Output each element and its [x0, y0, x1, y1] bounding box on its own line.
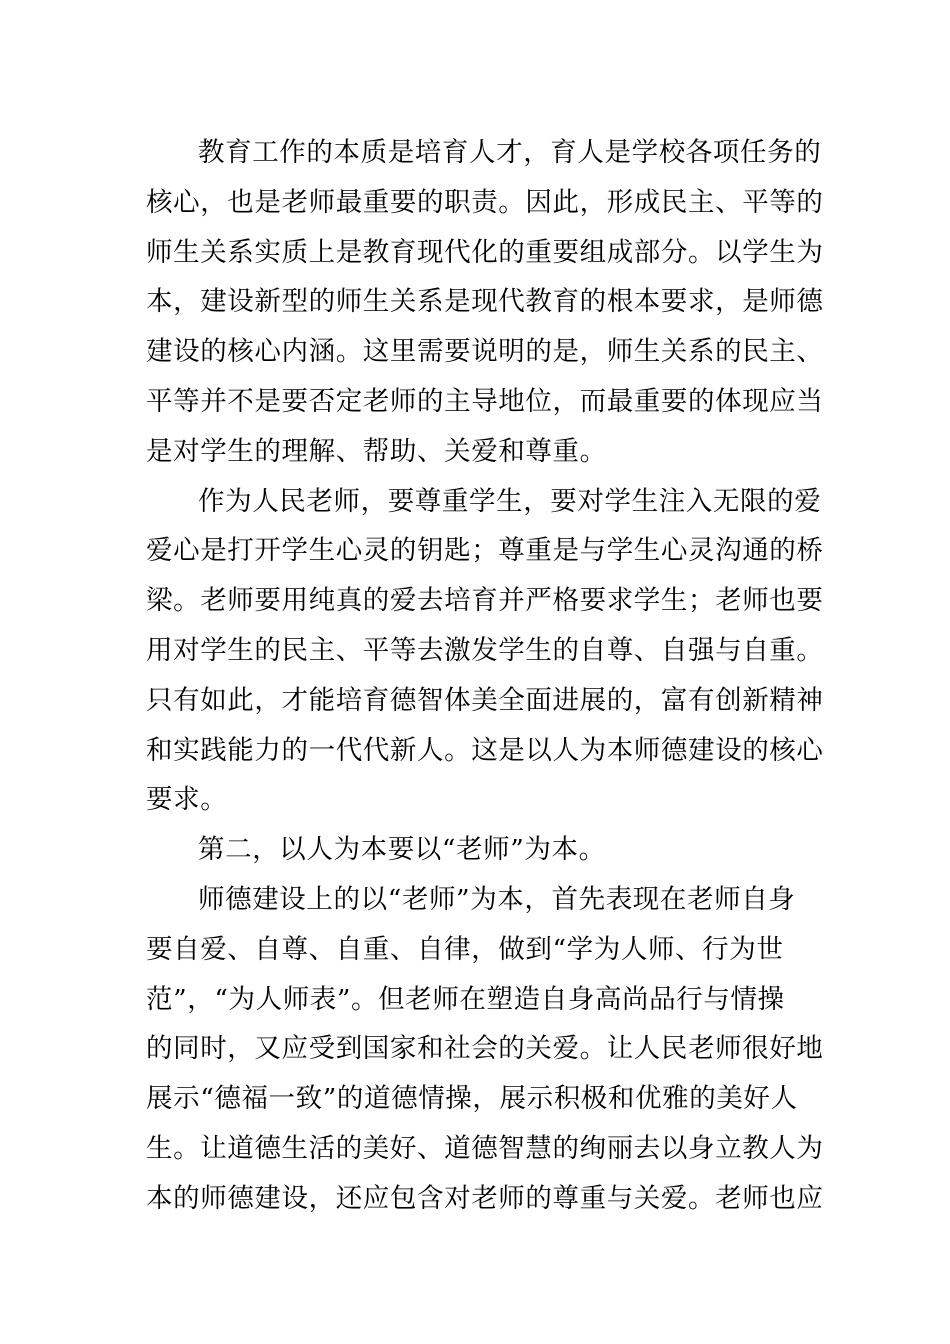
text-line: 作为人民老师，要尊重学生，要对学生注入无限的爱 [198, 485, 822, 517]
text-line: 第二，以人为本要以“老师”为本。 [198, 834, 606, 866]
text-line: 教育工作的本质是培育人才，育人是学校各项任务的 [198, 137, 822, 168]
text-line: 核心，也是老师最重要的职责。因此，形成民主、平等的 [146, 186, 824, 218]
text-line: 本的师德建设，还应包含对老师的尊重与关爱。老师也应 [146, 1182, 824, 1214]
text-line: 爱心是打开学生心灵的钥匙；尊重是与学生心灵沟通的桥 [146, 535, 824, 567]
body-text [146, 128, 824, 1224]
text-line: 要求。 [146, 784, 228, 816]
text-line: 师德建设上的以“老师”为本，首先表现在老师自身 [198, 883, 796, 915]
text-line: 和实践能力的一代代新人。这是以人为本师德建设的核心 [146, 734, 824, 766]
text-line: 的同时，又应受到国家和社会的关爱。让人民老师很好地 [146, 1033, 824, 1065]
text-line: 要自爱、自尊、自重、自律，做到“学为人师、行为世 [146, 933, 784, 965]
text-line: 建设的核心内涵。这里需要说明的是，师生关系的民主、 [146, 336, 824, 368]
text-line: 只有如此，才能培育德智体美全面进展的，富有创新精神 [146, 684, 824, 716]
text-line: 本，建设新型的师生关系是现代教育的根本要求，是师德 [146, 286, 824, 318]
text-line: 生。让道德生活的美好、道德智慧的绚丽去以身立教人为 [146, 1132, 824, 1164]
text-line: 是对学生的理解、帮助、关爱和尊重。 [146, 435, 607, 467]
text-line: 用对学生的民主、平等去激发学生的自尊、自强与自重。 [146, 634, 824, 666]
text-line: 梁。老师要用纯真的爱去培育并严格要求学生；老师也要 [146, 585, 824, 617]
text-line: 范”，“为人师表”。但老师在塑造自身高尚品行与情操 [146, 983, 785, 1015]
text-line: 平等并不是要否定老师的主导地位，而最重要的体现应当 [146, 385, 824, 417]
text-line: 展示“德福一致”的道德情操，展示积极和优雅的美好人 [146, 1083, 798, 1115]
text-line: 师生关系实质上是教育现代化的重要组成部分。以学生为 [146, 236, 824, 268]
